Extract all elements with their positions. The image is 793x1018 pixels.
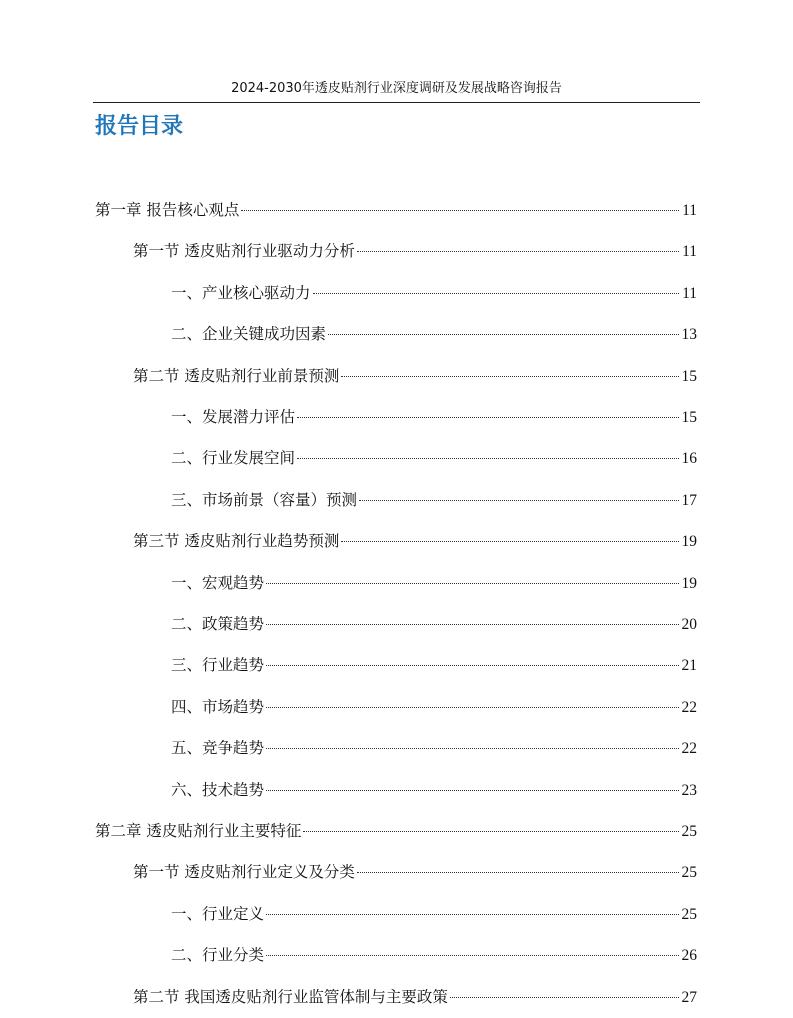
toc-page-number: 22	[681, 698, 697, 716]
toc-entry-text: 一、宏观趋势	[171, 573, 265, 592]
toc-dot-leader	[313, 293, 680, 294]
toc-entry-text: 二、政策趋势	[171, 615, 265, 633]
toc-dot-leader	[357, 251, 679, 252]
toc-page-number: 25	[681, 864, 697, 882]
toc-dot-leader	[266, 748, 678, 749]
toc-page-number: 13	[681, 326, 697, 344]
toc-entry-text: 三、市场前景（容量）预测	[171, 490, 358, 509]
toc-chapter-entry[interactable]	[95, 199, 697, 221]
toc-subsection-entry[interactable]	[171, 737, 697, 759]
toc-entry-text: 第一节 透皮贴剂行业驱动力分析	[133, 242, 355, 261]
toc-page-number: 27	[681, 988, 697, 1006]
toc-subsection-entry[interactable]	[171, 282, 697, 304]
toc-section-entry[interactable]	[133, 240, 697, 262]
toc-dot-leader	[266, 665, 678, 666]
toc-subsection-entry[interactable]	[171, 654, 697, 676]
toc-dot-leader	[297, 417, 678, 418]
toc-entry-text: 六、技术趋势	[171, 780, 265, 799]
toc-subsection-entry[interactable]	[171, 406, 697, 428]
toc-page-number: 17	[681, 491, 697, 509]
toc-entry-text: 一、行业定义	[171, 904, 265, 923]
toc-page-number: 21	[681, 657, 697, 675]
toc-entry-text: 第二章 透皮贴剂行业主要特征	[95, 822, 302, 840]
toc-entry-text: 一、发展潜力评估	[171, 408, 296, 426]
toc-subsection-entry[interactable]	[171, 696, 697, 718]
toc-entry-text: 二、行业发展空间	[171, 449, 296, 468]
toc-page-number: 19	[681, 533, 697, 551]
toc-entry-text: 第一节 透皮贴剂行业定义及分类	[133, 863, 355, 882]
toc-entry-text: 五、竞争趋势	[171, 739, 265, 758]
toc-page-number: 15	[681, 409, 697, 426]
toc-title: 报告目录	[95, 114, 184, 139]
toc-dot-leader	[359, 500, 678, 501]
toc-page-number: 25	[681, 905, 697, 923]
toc-dot-leader	[266, 707, 678, 708]
toc-page-number: 11	[682, 243, 697, 261]
toc-dot-leader	[266, 790, 678, 791]
toc-dot-leader	[266, 914, 678, 915]
toc-page-number: 25	[681, 823, 697, 840]
toc-section-entry[interactable]	[133, 365, 697, 387]
toc-entry-text: 四、市场趋势	[171, 697, 265, 716]
toc-entry-text: 三、行业趋势	[171, 656, 265, 675]
toc-subsection-entry[interactable]	[171, 779, 697, 801]
toc-page-number: 15	[681, 367, 697, 385]
toc-subsection-entry[interactable]	[171, 613, 697, 635]
toc-section-entry[interactable]	[133, 530, 697, 552]
toc-dot-leader	[450, 997, 679, 998]
toc-subsection-entry[interactable]	[171, 572, 697, 594]
toc-subsection-entry[interactable]	[171, 323, 697, 345]
toc-section-entry[interactable]	[133, 861, 697, 883]
toc-dot-leader	[297, 458, 678, 459]
toc-dot-leader	[328, 334, 678, 335]
toc-dot-leader	[266, 955, 678, 956]
toc-entry-text: 二、行业分类	[171, 946, 265, 965]
running-header: 2024-2030年透皮贴剂行业深度调研及发展战略咨询报告	[231, 81, 562, 96]
toc-subsection-entry[interactable]	[171, 447, 697, 469]
toc-entry-text: 第二节 我国透皮贴剂行业监管体制与主要政策	[133, 987, 448, 1006]
toc-entry-text: 第三节 透皮贴剂行业趋势预测	[133, 532, 340, 551]
toc-page-number: 23	[681, 781, 697, 799]
toc-entry-text: 二、企业关键成功因素	[171, 325, 327, 344]
toc-page-number: 11	[682, 284, 697, 302]
toc-dot-leader	[266, 583, 678, 584]
toc-dot-leader	[303, 831, 678, 832]
toc-subsection-entry[interactable]	[171, 944, 697, 966]
toc-dot-leader	[357, 872, 679, 873]
toc-entry-text: 第一章 报告核心观点	[95, 201, 240, 219]
toc-dot-leader	[341, 541, 678, 542]
toc-page-number: 22	[681, 740, 697, 758]
toc-page-number: 19	[681, 574, 697, 592]
toc-entry-text: 第二节 透皮贴剂行业前景预测	[133, 366, 340, 385]
toc-page-number: 16	[681, 450, 697, 468]
toc-page-number: 20	[681, 616, 697, 633]
toc-page-number: 11	[682, 202, 697, 219]
toc-subsection-entry[interactable]	[171, 903, 697, 925]
toc-dot-leader	[341, 376, 678, 377]
toc-page-number: 26	[681, 947, 697, 965]
toc-subsection-entry[interactable]	[171, 489, 697, 511]
toc-chapter-entry[interactable]	[95, 820, 697, 842]
toc-section-entry[interactable]	[133, 986, 697, 1008]
toc-dot-leader	[241, 210, 679, 211]
toc-entry-text: 一、产业核心驱动力	[171, 283, 311, 302]
toc-dot-leader	[266, 624, 678, 625]
